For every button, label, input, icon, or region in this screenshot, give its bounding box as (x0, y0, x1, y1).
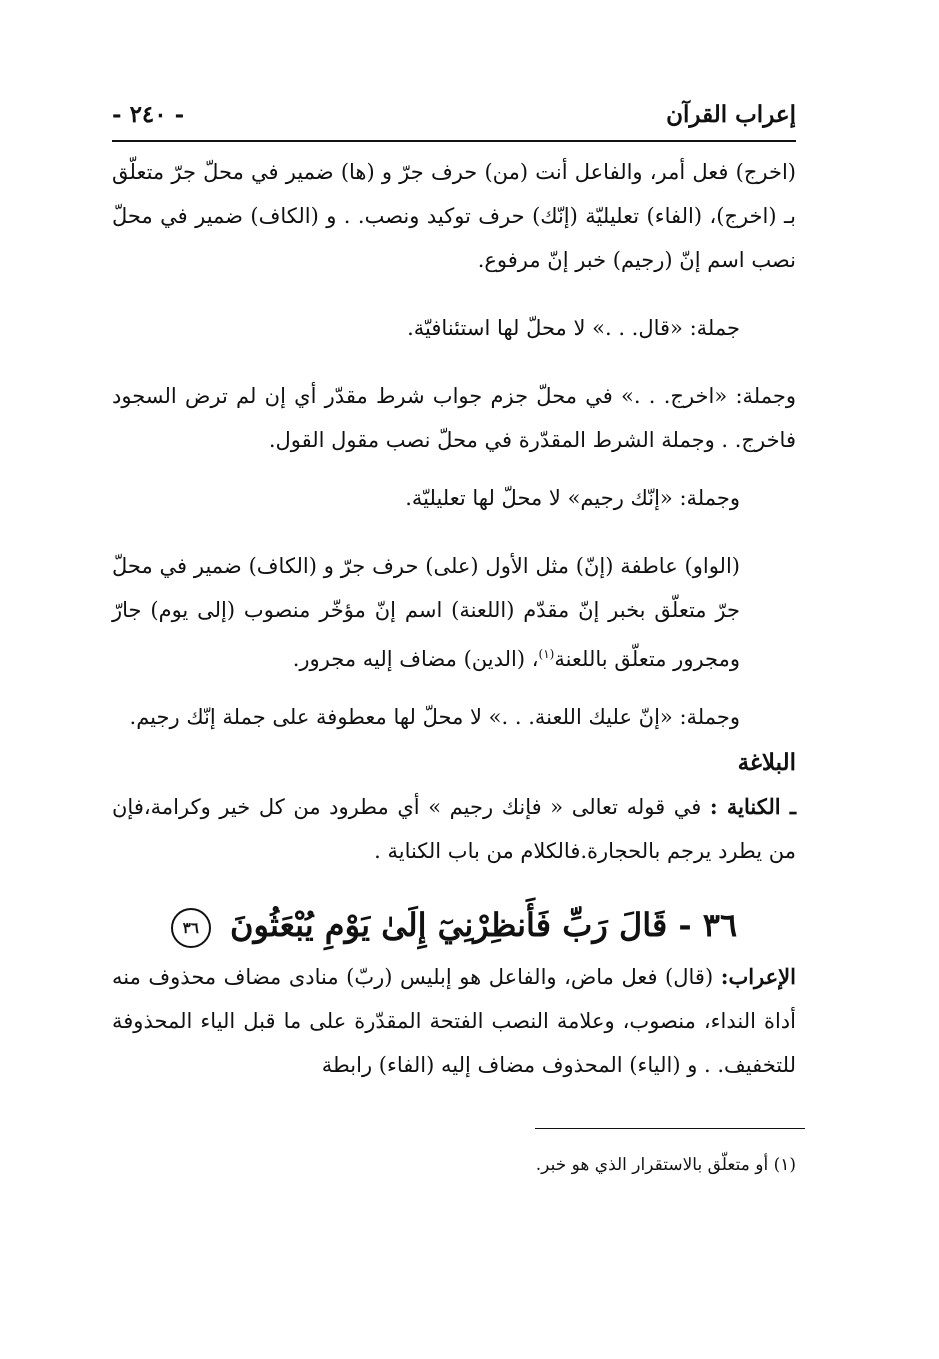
paragraph-jumla-innaka: وجملة: «إنّك رجيم» لا محلّ لها تعليليّة. (405, 486, 740, 510)
footnote-rule (535, 1128, 805, 1129)
paragraph-irab-waw-text: (الواو) عاطفة (إنّ) مثل الأول (على) حرف جرّ و (الكاف) ضمير في محلّ جرّ متعلّق بخبر إنّ مقدّم (اللعنة) اسم إنّ مؤخّر منصوب (إلى يوم) جارّ ومجرور متعلّق باللعنة (112, 554, 740, 671)
section-heading-balagha: البلاغة (737, 749, 796, 776)
page-header (112, 92, 796, 136)
ayah-end-mark: ٣٦ (171, 908, 211, 948)
kinaya-text: في قوله تعالى « فإنك رجيم » أي مطرود من كل خير وكرامة،فإن من يطرد يرجم بالحجارة.فالكلام من باب الكناية . (112, 795, 796, 863)
verse-number: ٣٦ - (678, 906, 738, 944)
footnote: (١) أو متعلّق بالاستقرار الذي هو خبر. (535, 1155, 796, 1175)
paragraph-irab-waw (112, 544, 796, 681)
paragraph-jumla-inna-alayk: وجملة: «إنّ عليك اللعنة. . .» لا محلّ لها معطوفة على جملة إنّك رجيم. (129, 705, 740, 729)
paragraph-kinaya (112, 785, 796, 873)
running-title: إعراب القرآن (666, 100, 796, 128)
paragraph-jumla-ukhruj: وجملة: «اخرج. . .» في محلّ جزم جواب شرط مقدّر أي إن لم ترض السجود فاخرج. . وجملة الشرط المقدّرة في محلّ نصب مقول القول. (112, 384, 796, 452)
paragraph-jumla-qal: جملة: «قال. . .» لا محلّ لها استئنافيّة. (407, 316, 740, 340)
header-rule (112, 140, 796, 142)
paragraph-irab-qal (112, 955, 796, 1087)
kinaya-label: ـ الكناية : (709, 794, 796, 819)
quran-verse (112, 895, 796, 955)
paragraph-irab-waw-tail: ، (الدين) مضاف إليه مجرور. (292, 647, 539, 671)
paragraph-irab-ukhruj: (اخرج) فعل أمر، والفاعل أنت (من) حرف جرّ و (ها) ضمير في محلّ جرّ متعلّق بـ (اخرج)، (الفاء) تعليليّة (إنّك) حرف توكيد ونصب. . و (الكاف) ضمير في محلّ نصب اسم إنّ (رجيم) خبر إنّ مرفوع. (112, 160, 796, 272)
footnote-reference: (١) (538, 647, 555, 661)
page-number: - ٢٤٠ - (112, 100, 185, 128)
irab-label: الإعراب: (720, 964, 796, 989)
page-body (112, 150, 796, 1087)
verse-text: قَالَ رَبِّ فَأَنظِرْنِيٓ إِلَىٰ يَوْمِ يُبْعَثُونَ (229, 906, 668, 944)
irab-text: (قال) فعل ماض، والفاعل هو إبليس (ربّ) منادى مضاف محذوف منه أداة النداء، منصوب، وعلامة النصب الفتحة المقدّرة على ما قبل الياء المحذوفة للتخفيف. . و (الياء) المحذوف مضاف إليه (الفاء) رابطة (112, 965, 796, 1077)
